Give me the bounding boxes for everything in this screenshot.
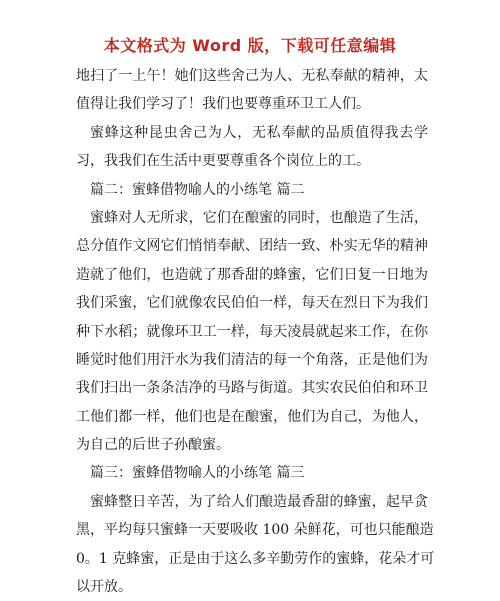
- section-heading: 篇二：蜜蜂借物喻人的小练笔 篇二: [90, 181, 305, 198]
- text-line: 为自己的后世子孙酿蜜。: [76, 437, 230, 454]
- text-line: 蜜蜂这种昆虫舍己为人，无私奉献的品质值得我去学: [90, 124, 428, 141]
- text-line: 地扫了一上午！她们这些舍己为人、无私奉献的精神，太: [76, 68, 428, 84]
- text-line: 习，我我们在生活中更要尊重各个岗位上的工。: [76, 153, 370, 170]
- text-line: 以开放。: [76, 579, 132, 596]
- text-line: 黑，平均每只蜜蜂一天要吸收 100 朵鲜花，可也只能酿造: [76, 522, 434, 539]
- text-line: 0。1 克蜂蜜，正是由于这么多辛勤劳作的蜜蜂，花朵才可: [76, 550, 435, 567]
- text-line: 总分值作文网它们悄悄奉献、团结一致、朴实无华的精神: [76, 238, 428, 255]
- text-line: 蜜蜂整日辛苦，为了给人们酿造最香甜的蜂蜜，起早贪: [90, 493, 428, 510]
- document-body: [76, 62, 435, 601]
- text-line: 种下水稻；就像环卫工一样，每天凌晨就起来工作，在你: [76, 323, 428, 340]
- text-line: 睡觉时他们用汗水为我们清洁的每一个角落，正是他们为: [76, 351, 428, 368]
- text-line: 我们采蜜，它们就像农民伯伯一样，每天在烈日下为我们: [76, 295, 428, 312]
- text-line: 造就了他们，也造就了那香甜的蜂蜜，它们日复一日地为: [76, 266, 428, 283]
- text-line: 我们扫出一条条洁净的马路与街道。其实农民伯伯和环卫: [76, 380, 428, 397]
- text-line: 工他们都一样，他们也是在酿蜜，他们为自己，为他人，: [76, 408, 428, 425]
- text-line: 蜜蜂对人无所求，它们在酿蜜的同时，也酿造了生活，: [90, 209, 428, 226]
- document-banner: 本文格式为 Word 版，下载可任意编辑: [103, 36, 397, 55]
- text-line: 值得让我们学习了！我们也要尊重环卫工人们。: [76, 96, 370, 113]
- section-heading: 篇三：蜜蜂借物喻人的小练笔 篇三: [90, 465, 305, 482]
